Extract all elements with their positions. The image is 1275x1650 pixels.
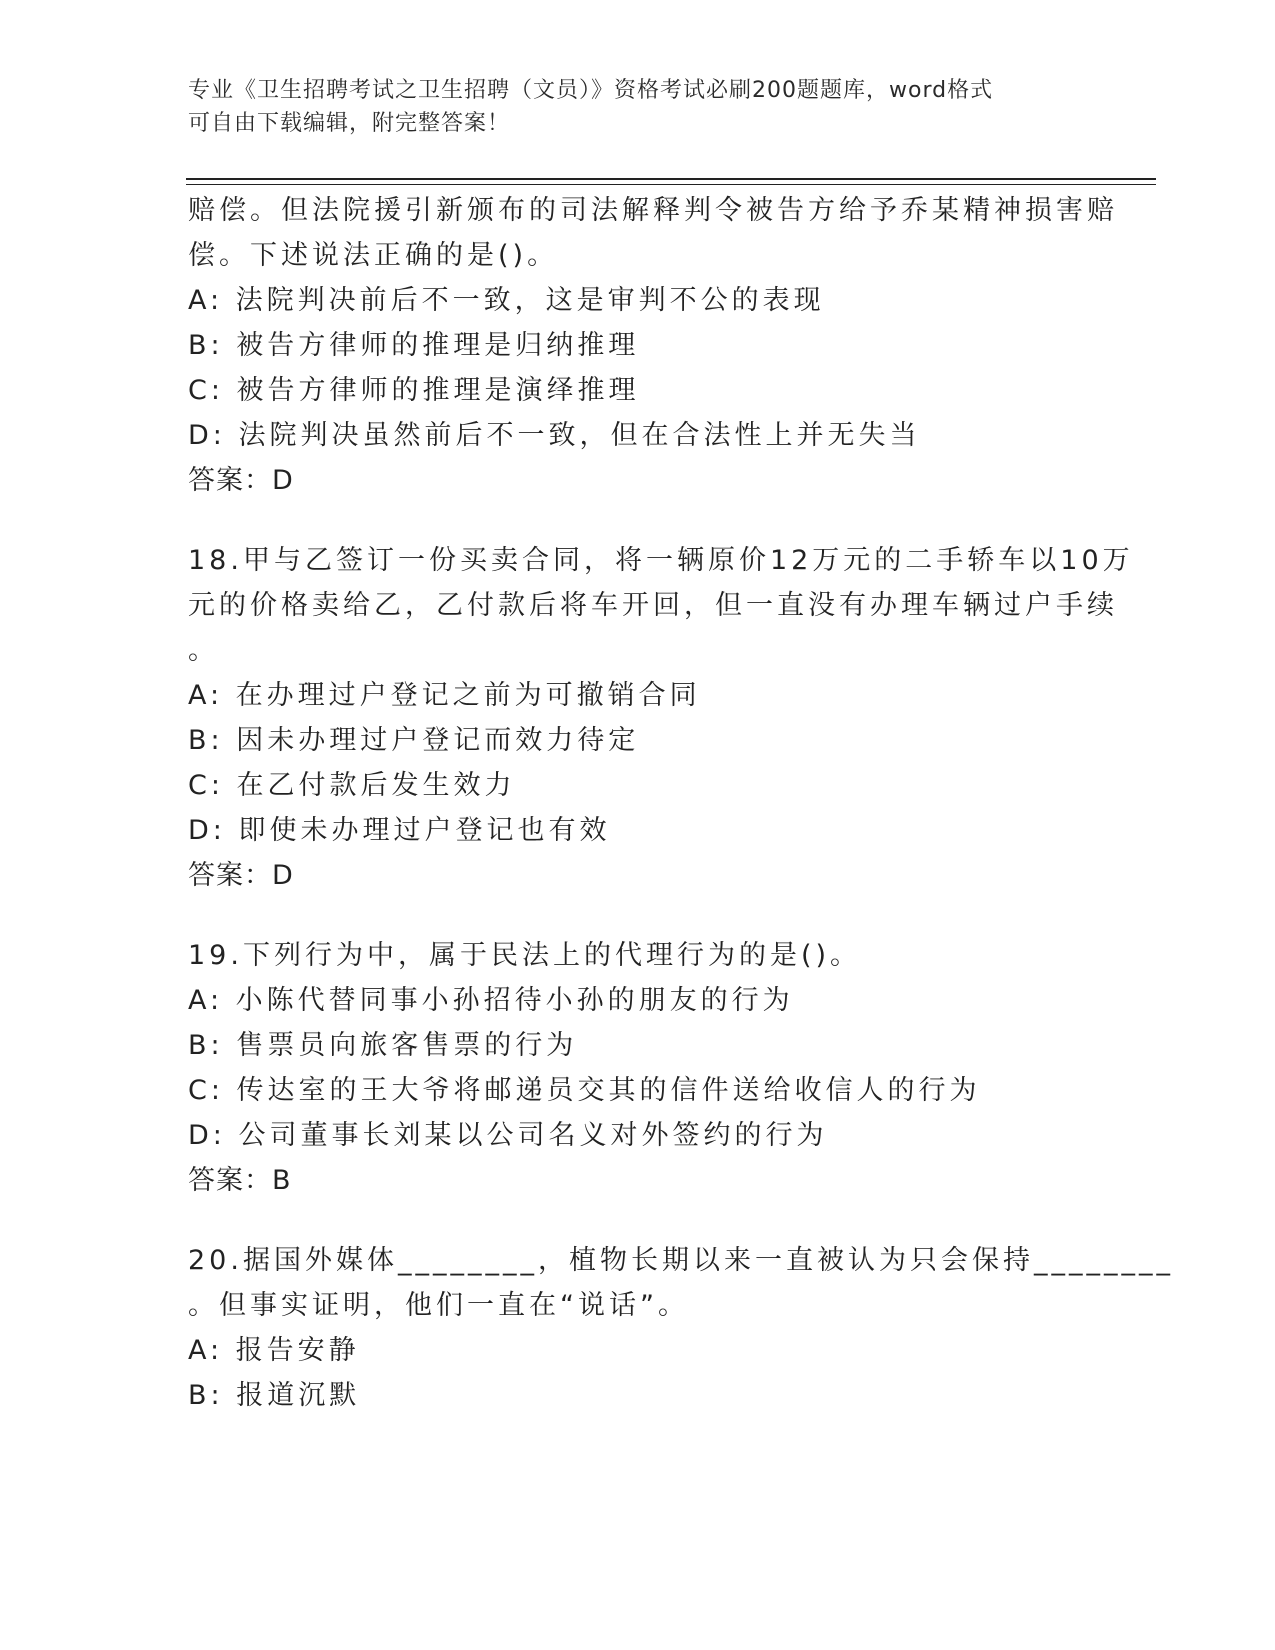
spacer bbox=[188, 503, 1088, 538]
header-divider-thin bbox=[186, 184, 1156, 185]
option-a: A: 报告安静 bbox=[188, 1335, 360, 1366]
option-b: B: 售票员向旅客售票的行为 bbox=[188, 1030, 578, 1061]
option-d: D: 公司董事长刘某以公司名义对外签约的行为 bbox=[188, 1120, 828, 1151]
question-text-line: 偿。下述说法正确的是()。 bbox=[188, 240, 559, 271]
option-c: C: 传达室的王大爷将邮递员交其的信件送给收信人的行为 bbox=[188, 1075, 981, 1106]
option-b: B: 因未办理过户登记而效力待定 bbox=[188, 725, 640, 756]
header-line-2: 可自由下载编辑，附完整答案！ bbox=[188, 111, 511, 136]
question-text-line: 。但事实证明，他们一直在“说话”。 bbox=[188, 1290, 689, 1321]
question-20 bbox=[188, 1238, 1174, 1418]
question-17-continuation bbox=[188, 188, 1118, 503]
option-c: C: 在乙付款后发生效力 bbox=[188, 770, 516, 801]
question-text-line: 20.据国外媒体________，植物长期以来一直被认为只会保持________ bbox=[188, 1245, 1174, 1276]
answer-value: D bbox=[272, 465, 294, 496]
option-a: A: 在办理过户登记之前为可撤销合同 bbox=[188, 680, 701, 711]
question-text-line: 。 bbox=[188, 635, 219, 666]
document-header bbox=[188, 74, 1088, 140]
question-text-line: 19.下列行为中，属于民法上的代理行为的是()。 bbox=[188, 940, 862, 971]
question-text-line: 赔偿。但法院援引新颁布的司法解释判令被告方给予乔某精神损害赔 bbox=[188, 195, 1118, 226]
question-18 bbox=[188, 538, 1134, 898]
answer-line bbox=[188, 1158, 1088, 1203]
header-divider-thick bbox=[186, 178, 1156, 180]
header-line-1: 专业《卫生招聘考试之卫生招聘（文员）》资格考试必刷200题题库，word格式 bbox=[188, 78, 994, 103]
option-c: C: 被告方律师的推理是演绎推理 bbox=[188, 375, 640, 406]
answer-line bbox=[188, 458, 1088, 503]
answer-value: B bbox=[272, 1165, 292, 1196]
question-text-line: 元的价格卖给乙，乙付款后将车开回，但一直没有办理车辆过户手续 bbox=[188, 590, 1118, 621]
question-text-line: 18.甲与乙签订一份买卖合同，将一辆原价12万元的二手轿车以10万 bbox=[188, 545, 1134, 576]
option-b: B: 报道沉默 bbox=[188, 1380, 361, 1411]
answer-label: 答案： bbox=[188, 860, 272, 891]
answer-line bbox=[188, 853, 1088, 898]
spacer bbox=[188, 898, 1088, 933]
answer-value: D bbox=[272, 860, 294, 891]
option-d: D: 法院判决虽然前后不一致，但在合法性上并无失当 bbox=[188, 420, 921, 451]
option-b: B: 被告方律师的推理是归纳推理 bbox=[188, 330, 640, 361]
option-a: A: 小陈代替同事小孙招待小孙的朋友的行为 bbox=[188, 985, 794, 1016]
option-a: A: 法院判决前后不一致，这是审判不公的表现 bbox=[188, 285, 825, 316]
option-d: D: 即使未办理过户登记也有效 bbox=[188, 815, 611, 846]
question-19 bbox=[188, 933, 1088, 1203]
spacer bbox=[188, 1203, 1088, 1238]
answer-label: 答案： bbox=[188, 465, 272, 496]
document-body bbox=[188, 188, 1174, 1418]
answer-label: 答案： bbox=[188, 1165, 272, 1196]
